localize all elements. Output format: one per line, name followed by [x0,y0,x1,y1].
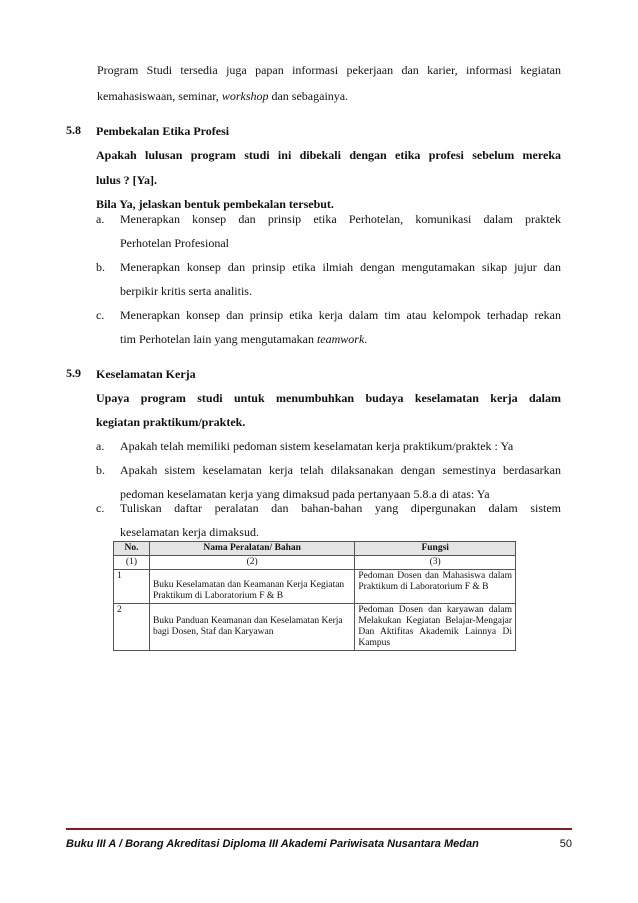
footer-title: Buku III A / Borang Akreditasi Diploma III Akademi Pariwisata Nusantara Medan [66,838,479,850]
section-5-9-question-line-2: kegiatan praktikum/praktek. [96,415,246,429]
table-cell-fungsi: Pedoman Dosen dan karyawan dalam Melakukan Kegiatan Belajar-Mengajar Dan Aktifitas Akademik Lainnya Di Kampus [355,604,516,651]
list-item-text: Menerapkan konsep dan prinsip etika kerja dalam tim atau kelompok terhadap rekan [120,308,561,322]
list-item-letter: c. [96,501,105,515]
table-cell-fungsi: Pedoman Dosen dan Mahasiswa dalam Praktikum di Laboratorium F & B [355,570,516,604]
table-header-cell: Nama Peralatan/ Bahan [149,542,354,556]
list-item-letter: a. [96,439,105,453]
table-subheader-cell: (2) [149,556,354,570]
section-5-8-question-line-1: Apakah lulusan program studi ini dibekali dengan etika profesi sebelum mereka [96,148,561,162]
intro-line-2: kemahasiswaan, seminar, workshop dan sebagainya. [97,89,349,103]
list-item-text-cont: Perhotelan Profesional [120,236,229,250]
section-5-8-question-line-3: Bila Ya, jelaskan bentuk pembekalan tersebut. [96,197,334,211]
table-cell-no: 2 [114,604,150,651]
table-header-row [114,542,516,556]
list-item-text-cont: berpikir kritis serta analitis. [120,284,252,298]
list-item-text-cont: tim Perhotelan lain yang mengutamakan teamwork. [120,332,368,346]
table-subheader-row [114,556,516,570]
table-cell-no: 1 [114,570,150,604]
table-subheader-cell: (3) [355,556,516,570]
list-item-text-cont: pedoman keselamatan kerja yang dimaksud pada pertanyaan 5.8.a di atas: Ya [120,487,490,501]
section-5-8-question-line-2: lulus ? [Ya]. [96,173,158,187]
table-header-cell: No. [114,542,150,556]
list-item-letter: b. [96,463,105,477]
list-item-text: Menerapkan konsep dan prinsip etika Perhotelan, komunikasi dalam praktek [120,212,561,226]
section-5-8-number: 5.8 [66,123,81,137]
section-5-9-question-line-1: Upaya program studi untuk menumbuhkan budaya keselamatan kerja dalam [96,391,561,405]
list-item-text: Tuliskan daftar peralatan dan bahan-bahan yang dipergunakan dalam sistem [120,501,561,515]
table-subheader-cell: (1) [114,556,150,570]
table-cell-name: Buku Keselamatan dan Keamanan Kerja Kegiatan Praktikum di Laboratorium F & B [149,570,354,604]
list-item-letter: c. [96,308,105,322]
list-item-text: Apakah sistem keselamatan kerja telah dilaksanakan dengan semestinya berdasarkan [120,463,561,477]
table-header-cell: Fungsi [355,542,516,556]
section-5-9-title: Keselamatan Kerja [96,367,196,381]
page-number: 50 [559,838,572,850]
table-cell-name: Buku Panduan Keamanan dan Keselamatan Kerja bagi Dosen, Staf dan Karyawan [149,604,354,651]
list-item-text: Apakah telah memiliki pedoman sistem keselamatan kerja praktikum/praktek : Ya [120,439,514,453]
table-row [114,604,516,651]
list-item-letter: b. [96,260,105,274]
equipment-table [113,541,516,651]
list-item-letter: a. [96,212,105,226]
list-item-text: Menerapkan konsep dan prinsip etika ilmiah dengan mengutamakan sikap jujur dan [120,260,561,274]
section-5-8-title: Pembekalan Etika Profesi [96,124,230,138]
list-item-text-cont: keselamatan kerja dimaksud. [120,525,259,539]
footer-divider [66,828,572,830]
section-5-9-number: 5.9 [66,366,81,380]
table-row [114,570,516,604]
intro-line-1: Program Studi tersedia juga papan informasi pekerjaan dan karier, informasi kegiatan [97,63,561,77]
